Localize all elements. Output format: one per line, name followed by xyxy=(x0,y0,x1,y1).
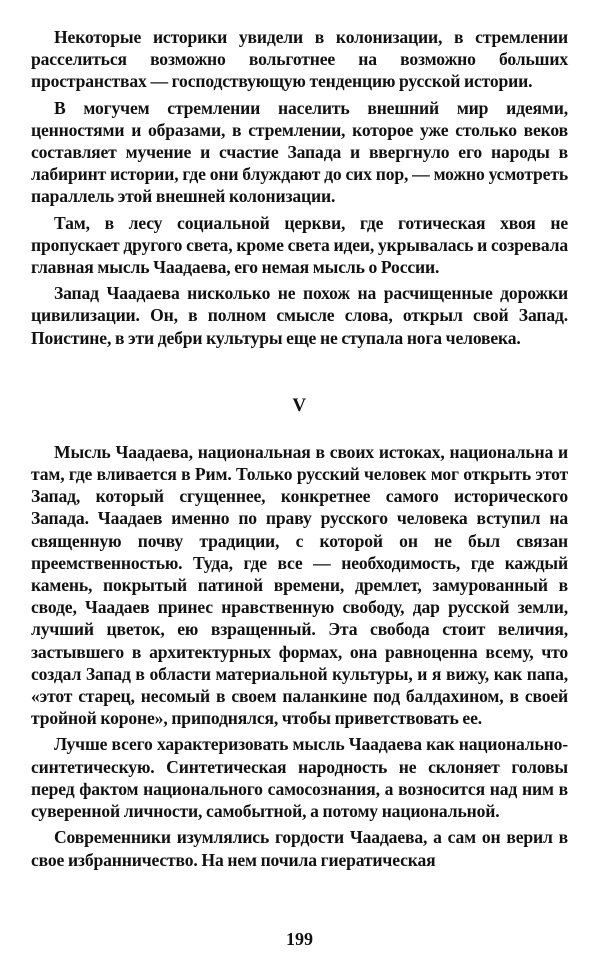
chapter-heading: V xyxy=(292,394,307,416)
section-top xyxy=(31,26,568,349)
book-page xyxy=(31,26,568,966)
paragraph: Современники изумлялись гордости Чаадаева, а сам он верил в свое избранничество. На нем почила гиератическая xyxy=(31,827,568,870)
paragraph: В могучем стремлении населить внешний мир идеями, ценностями и образами, в стремлении, которое уже столько веков составляет мучение и счастие Запада и ввергнуло его народы в лабиринт истории, где они блуждают до сих пор, — можно усмотреть параллель этой внешней колонизации. xyxy=(31,97,568,207)
section-bottom xyxy=(31,441,568,871)
paragraph: Там, в лесу социальной церкви, где готическая хвоя не пропускает другого света, кроме света идеи, укрывалась и созревала главная мысль Чаадаева, его немая мысль о России. xyxy=(31,212,568,278)
page-number: 199 xyxy=(286,929,313,949)
paragraph: Лучше всего характеризовать мысль Чаадаева как национально-синтетическую. Синтетическая народность не склоняет головы перед фактом национального самосознания, а возносится над ним в суверенной личности, самобытной, а потому национальной. xyxy=(31,734,568,822)
paragraph: Запад Чаадаева нисколько не похож на расчищенные дорожки цивилизации. Он, в полном смысле слова, открыл свой Запад. Поистине, в эти дебри культуры еще не ступала нога человека. xyxy=(31,283,568,348)
paragraph: Мысль Чаадаева, национальная в своих истоках, национальна и там, где вливается в Рим. Только русский человек мог открыть этот Запад, который сгущеннее, конкретнее самого исторического Запада. Чаадаев именно по праву русского человека вступил на священную почву традиции, с которой он не был связан преемственностью. Туда, где все — необходимость, где каждый камень, покрытый патиной времени, дремлет, замурованный в своде, Чаадаев принес нравственную свободу, дар русской земли, лучший цветок, ею взращенный. Эта свобода стоит величия, застывшего в архитектурных формах, она равноценна всему, что создал Запад в области материальной культуры, и я вижу, как папа, «этот старец, несомый в своем паланкине под балдахином, в своей тройной короне», приподнялся, чтобы приветствовать ее. xyxy=(31,441,568,729)
paragraph: Некоторые историки увидели в колонизации, в стремлении расселиться возможно вольготнее на возможно больших пространствах — господствующую тенденцию русской истории. xyxy=(31,27,568,92)
